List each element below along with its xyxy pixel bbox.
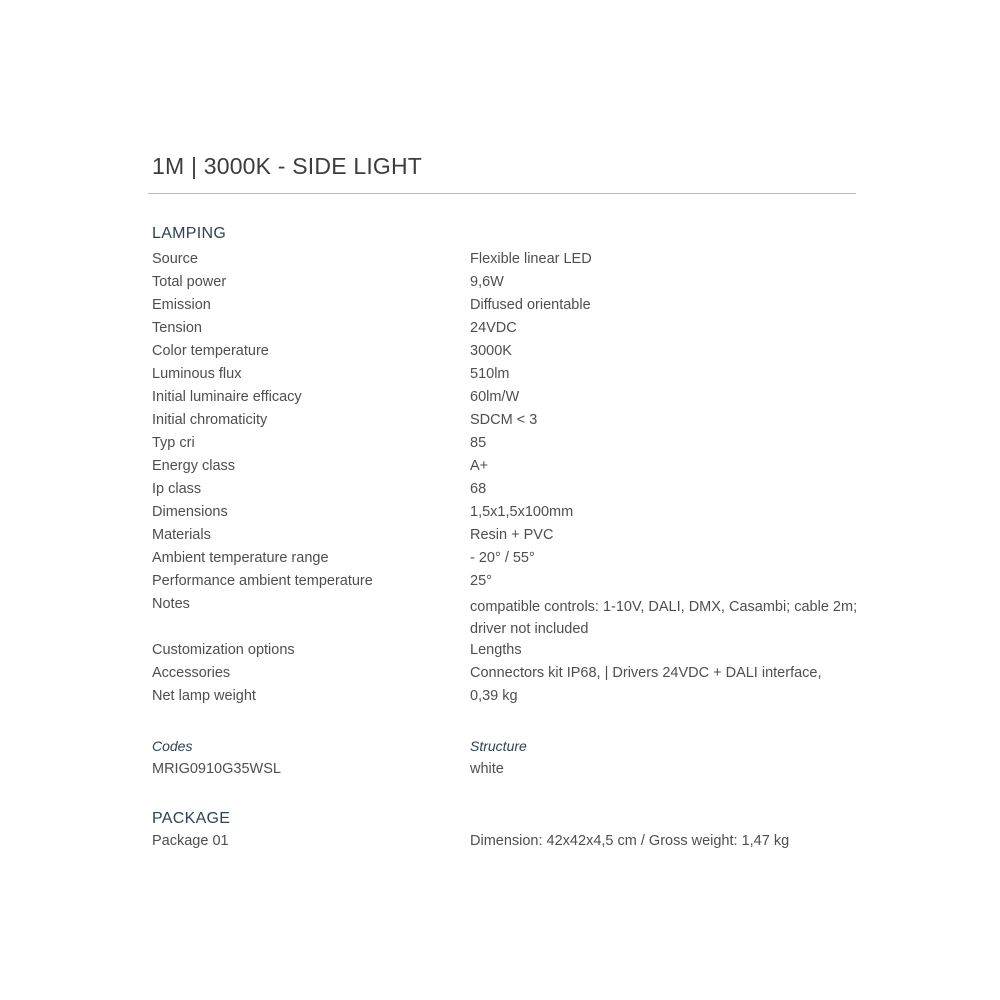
spec-row [152,685,852,708]
package-heading: PACKAGE [152,810,231,827]
spec-row [152,455,852,478]
page-title: 1M | 3000K - SIDE LIGHT [152,153,423,179]
spec-value: 25° [470,573,492,589]
title-divider [148,193,856,194]
spec-label: Customization options [152,642,295,658]
spec-label: Energy class [152,458,236,474]
spec-row [152,547,852,570]
spec-row [152,570,852,593]
spec-value: 60lm/W [470,389,520,405]
spec-row [152,593,858,639]
spec-value: 510lm [470,366,510,382]
spec-label: Dimensions [152,504,228,520]
spec-value: Flexible linear LED [470,251,592,267]
package-name: Package 01 [152,833,229,849]
spec-value: 68 [470,481,487,497]
spec-value: 9,6W [470,274,504,290]
spec-row [152,662,852,685]
spec-value: 24VDC [470,320,517,336]
spec-label: Luminous flux [152,366,242,382]
spec-value: 0,39 kg [470,688,518,704]
spec-label: Materials [152,527,211,543]
spec-value: Connectors kit IP68, | Drivers 24VDC + DALI interface, [470,665,822,681]
structure-finish: white [470,761,504,777]
spec-value: 3000K [470,343,512,359]
package-detail: Dimension: 42x42x4,5 cm / Gross weight: 1,47 kg [470,833,790,849]
spec-row [152,386,852,409]
spec-label: Notes [152,596,190,612]
spec-label: Ambient temperature range [152,550,329,566]
spec-value: 1,5x1,5x100mm [470,504,574,520]
spec-row [152,271,852,294]
spec-value: Lengths [470,642,522,658]
spec-label: Ip class [152,481,202,497]
spec-value: A+ [470,458,489,474]
spec-value: Diffused orientable [470,297,591,313]
lamping-spec-table [152,248,858,708]
spec-label: Tension [152,320,202,336]
spec-label: Accessories [152,665,231,681]
spec-row [152,340,852,363]
spec-value: - 20° / 55° [470,550,535,566]
spec-label: Total power [152,274,227,290]
spec-label: Initial luminaire efficacy [152,389,302,405]
spec-label: Color temperature [152,343,269,359]
lamping-heading: LAMPING [152,225,227,242]
spec-value: 85 [470,435,487,451]
spec-row [152,524,852,547]
spec-row [152,363,852,386]
spec-row [152,294,852,317]
spec-label: Typ cri [152,435,195,451]
codes-label: Codes [152,738,193,754]
spec-row [152,432,852,455]
product-code: MRIG0910G35WSL [152,761,281,777]
spec-row [152,639,852,662]
structure-label: Structure [470,738,527,754]
spec-value: Resin + PVC [470,527,554,543]
spec-row [152,478,852,501]
spec-label: Emission [152,297,211,313]
spec-label: Net lamp weight [152,688,256,704]
spec-row [152,248,852,271]
spec-label: Performance ambient temperature [152,573,373,589]
spec-label: Source [152,251,198,267]
spec-row [152,317,852,340]
spec-row [152,409,852,432]
spec-value: SDCM < 3 [470,412,538,428]
spec-row [152,501,852,524]
spec-label: Initial chromaticity [152,412,268,428]
spec-value: compatible controls: 1-10V, DALI, DMX, Casambi; cable 2m; driver not included [470,599,858,637]
